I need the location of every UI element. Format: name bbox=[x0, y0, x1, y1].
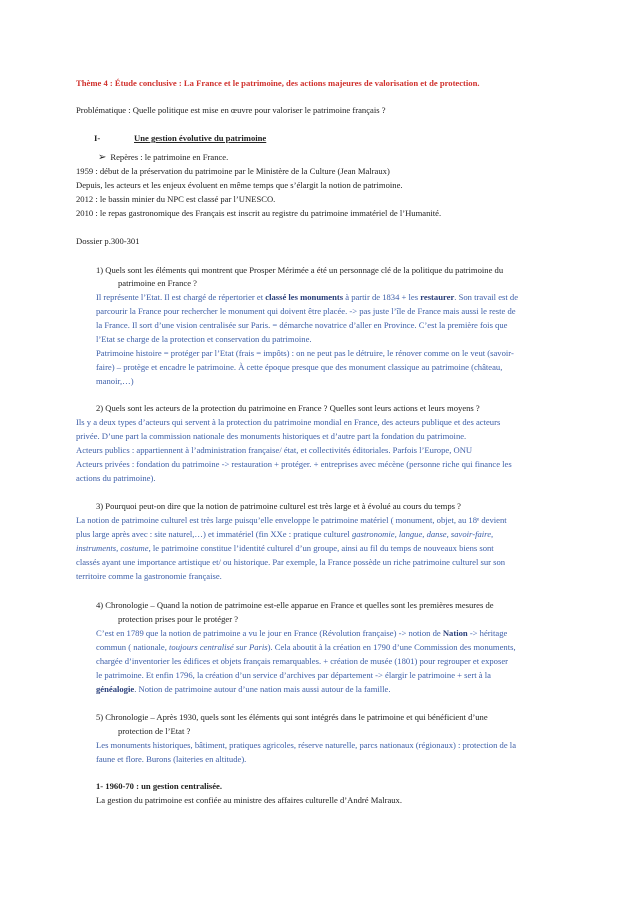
answer-text: . Son travail est de bbox=[454, 292, 519, 302]
answer-text: à partir de 1834 + les bbox=[343, 292, 421, 302]
question-5: 5) Chronologie – Après 1930, quels sont les éléments qui sont intégrés dans le patrimoine et qui bénéficient d’une bbox=[96, 712, 488, 722]
answer-4-line: le patrimoine. Et enfin 1796, la création d’un service d’archives par département -> élargir le patrimoine + sert à la bbox=[96, 670, 491, 680]
question-1-cont: patrimoine en France ? bbox=[118, 278, 197, 288]
answer-3-line bbox=[76, 528, 493, 540]
answer-text: C’est en 1789 que la notion de patrimoine a vu le jour en France (Révolution française) -> notion de bbox=[96, 628, 443, 638]
answer-2-line: Acteurs publics : appartiennent à l’administration française/ état, et collectivités éditoriales. Parfois l’Europe, ONU bbox=[76, 445, 473, 455]
answer-4-line: chargée d’inventorier les édifices et objets français remarquables. + création de musée (1801) pour regrouper et exposer bbox=[96, 656, 509, 666]
answer-text: , le patrimoine constitue l’identité culturel d’un groupe, ainsi au fil du temps de nouveaux biens sont bbox=[148, 543, 494, 553]
answer-2-line: privée. D’une part la commission nationale des monuments historiques et d’autre part la fondation du patrimoine. bbox=[76, 431, 467, 441]
question-1: 1) Quels sont les éléments qui montrent que Prosper Mérimée a été un personnage clé de la politique du patrimoine du bbox=[96, 265, 504, 275]
answer-text: ). Cela aboutit à la création en 1790 d’une Commission des monuments, bbox=[267, 642, 516, 652]
answer-4-line bbox=[96, 683, 391, 695]
answer-1-line: l’Etat se charge de la protection et conservation du patrimoine. bbox=[96, 334, 312, 344]
document-title: Thème 4 : Étude conclusive : La France et le patrimoine, des actions majeures de valorisation et de protection. bbox=[76, 78, 480, 88]
answer-text: commun ( nationale, bbox=[96, 642, 170, 652]
timeline-line: 1959 : début de la préservation du patrimoine par le Ministère de la Culture (Jean Malraux) bbox=[76, 166, 390, 176]
question-3: 3) Pourquoi peut-on dire que la notion de patrimoine culturel est très large et à évolué au cours du temps ? bbox=[96, 501, 461, 511]
answer-4-line bbox=[96, 627, 507, 639]
answer-2-line: actions du patrimoine). bbox=[76, 473, 156, 483]
answer-italic: instruments, costume bbox=[76, 543, 149, 553]
question-4-cont: protection prises pour le protéger ? bbox=[118, 614, 239, 624]
problematique: Problématique : Quelle politique est mise en œuvre pour valoriser le patrimoine français ? bbox=[76, 105, 386, 115]
answer-1-line: la France. Il sort d’une vision centralisée sur Paris. = démarche novatrice d’aller en Province. C’est la première fois que bbox=[96, 320, 508, 330]
answer-1-line bbox=[96, 291, 518, 303]
answer-bold: classé les monuments bbox=[265, 292, 344, 302]
subsection-text: La gestion du patrimoine est confiée au ministre des affaires culturelle d’André Malraux. bbox=[96, 795, 403, 805]
answer-text: plus large après avec : site naturel,…) et immatériel (fin XXe : pratique culturel bbox=[76, 529, 352, 539]
answer-3-line: territoire comme la gastronomie française. bbox=[76, 571, 222, 581]
answer-1-line: faire) – protège et encadre le patrimoine. À cette époque presque que des monument classique au patrimoine (château, bbox=[96, 362, 503, 372]
answer-4-line bbox=[96, 641, 516, 653]
timeline-line: Depuis, les acteurs et les enjeux évoluent en même temps que s’élargit la notion de patrimoine. bbox=[76, 180, 403, 190]
answer-text: . Notion de patrimoine autour d’une nation mais aussi autour de la famille. bbox=[134, 684, 391, 694]
answer-1-line: Patrimoine histoire = protéger par l’Etat (frais = impôts) : on ne peut pas le détruire, le rénover comme on le veut (savoir- bbox=[96, 348, 514, 358]
answer-bold: généalogie bbox=[96, 684, 135, 694]
answer-5-line: faune et flore. Burons (laiteries en altitude). bbox=[96, 754, 247, 764]
answer-2-line: Ils y a deux types d’acteurs qui servent à la protection du patrimoine mondial en France, des acteurs publique et des acteurs bbox=[76, 417, 501, 427]
answer-1-line: parcourir la France pour rechercher le monument qui doivent être placée. -> pas juste l’île de France mais aussi le reste de bbox=[96, 306, 516, 316]
answer-text: -> héritage bbox=[467, 628, 508, 638]
dossier-reference: Dossier p.300-301 bbox=[76, 236, 140, 246]
answer-3-line bbox=[76, 542, 494, 554]
question-4: 4) Chronologie – Quand la notion de patrimoine est-elle apparue en France et quelles sont les premières mesures de bbox=[96, 600, 494, 610]
section-heading: Une gestion évolutive du patrimoine bbox=[134, 133, 267, 143]
answer-3-line: classés ayant une importance artistique et/ ou historique. Par exemple, la France possède un riche patrimoine culturel sur son bbox=[76, 557, 506, 567]
answer-3-line: La notion de patrimoine culturel est très large puisqu’elle enveloppe le patrimoine matériel ( monument, objet, au 18ᵉ devient bbox=[76, 515, 507, 525]
question-5-cont: protection de l’Etat ? bbox=[118, 726, 191, 736]
answer-text: Il représente l’Etat. Il est chargé de répertorier et bbox=[96, 292, 266, 302]
answer-5-line: Les monuments historiques, bâtiment, pratiques agricoles, réserve naturelle, parcs nationaux (régionaux) : protection de la bbox=[96, 740, 517, 750]
answer-bold: Nation bbox=[442, 628, 468, 638]
question-2: 2) Quels sont les acteurs de la protection du patrimoine en France ? Quelles sont leurs actions et leurs moyens ? bbox=[96, 403, 480, 413]
subsection-heading: 1- 1960-70 : un gestion centralisée. bbox=[96, 781, 223, 791]
timeline-line: 2010 : le repas gastronomique des Français est inscrit au registre du patrimoine immatériel de l’Humanité. bbox=[76, 208, 442, 218]
answer-italic: gastronomie, langue, danse, savoir-faire, bbox=[351, 529, 494, 539]
timeline-line: 2012 : le bassin minier du NPC est classé par l’UNESCO. bbox=[76, 194, 276, 204]
answer-italic: toujours centralisé sur Paris bbox=[169, 642, 268, 652]
arrow-bullet-icon: ➢ bbox=[98, 152, 107, 163]
reperes-text: Repères : le patrimoine en France. bbox=[110, 152, 229, 162]
reperes-line bbox=[98, 151, 228, 164]
answer-1-line: manoir,…) bbox=[96, 376, 134, 386]
answer-bold: restaurer bbox=[420, 292, 455, 302]
answer-2-line: Acteurs privées : fondation du patrimoine -> restauration + protéger. + entreprises avec mécène (personne riche qui finance les bbox=[76, 459, 512, 469]
section-number: I- bbox=[94, 133, 101, 143]
